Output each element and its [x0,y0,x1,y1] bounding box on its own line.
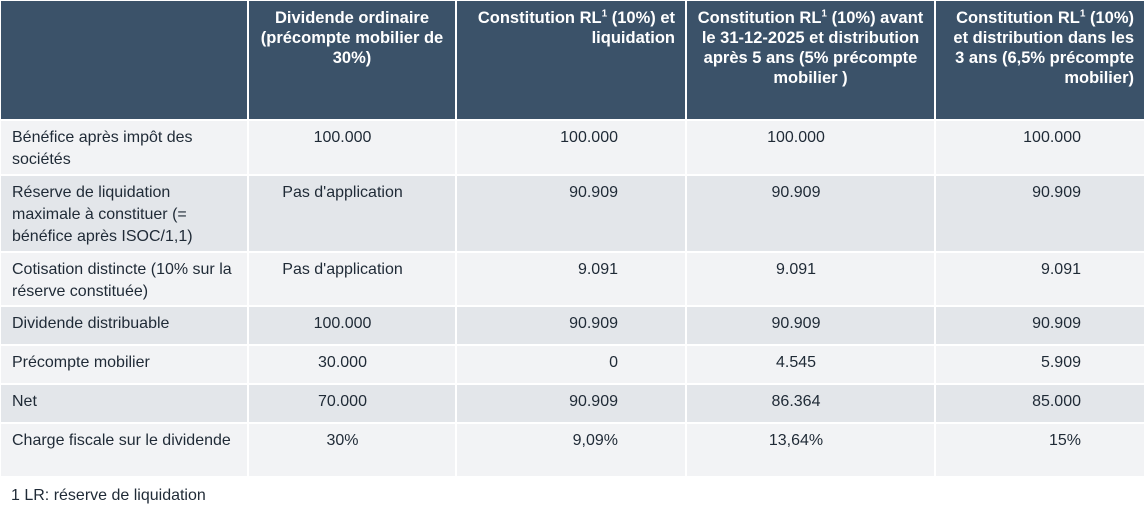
header-corner-cell [1,1,249,121]
table-cell: 4.545 [687,346,936,385]
footnote: 1 LR: réserve de liquidation [11,487,206,504]
table-cell: 100.000 [249,307,457,346]
table-cell: 13,64% [687,424,936,478]
table-cell: 90.909 [687,307,936,346]
table-cell: 0 [457,346,687,385]
table-cell: 15% [936,424,1144,478]
table-row [1,346,1144,385]
tax-comparison-table [1,1,1144,478]
table-cell: 90.909 [936,176,1144,253]
header-row [1,1,1144,121]
row-label: Bénéfice après impôt des sociétés [1,121,249,176]
row-label: Net [1,385,249,424]
table-row [1,424,1144,478]
table-cell: 90.909 [936,307,1144,346]
header-dividende-ordinaire: Dividende ordinaire (précompte mobilier de 30%) [249,1,457,121]
row-label: Précompte mobilier [1,346,249,385]
table-cell: 30.000 [249,346,457,385]
table-row [1,121,1144,176]
table-cell: 100.000 [249,121,457,176]
table-cell: 5.909 [936,346,1144,385]
header-constitution-3-ans: Constitution $RL^1$ (10%) et distribution dans les 3 ans (6,5% précompte mobilier) [936,1,1144,121]
table-cell: 30% [249,424,457,478]
table-row [1,253,1144,307]
table-cell: 9.091 [936,253,1144,307]
table-cell: 90.909 [687,176,936,253]
table-cell: Pas d'application [249,253,457,307]
table-row [1,176,1144,253]
table-cell: 86.364 [687,385,936,424]
table-cell: 100.000 [936,121,1144,176]
row-label: Réserve de liquidation maximale à constituer (= bénéfice après ISOC/1,1) [1,176,249,253]
header-constitution-liquidation: Constitution $RL^1$ (10%) et liquidation [457,1,687,121]
table-cell: Pas d'application [249,176,457,253]
table-cell: 100.000 [687,121,936,176]
table-cell: 9.091 [457,253,687,307]
row-label: Cotisation distincte (10% sur la réserve constituée) [1,253,249,307]
table-cell: 70.000 [249,385,457,424]
table-cell: 90.909 [457,307,687,346]
row-label: Charge fiscale sur le dividende [1,424,249,478]
table-cell: 9.091 [687,253,936,307]
table-row [1,307,1144,346]
table-cell: 85.000 [936,385,1144,424]
table-cell: 9,09% [457,424,687,478]
header-constitution-5-ans: Constitution $RL^1$ (10%) avant le 31-12-2025 et distribution après 5 ans (5% précompte mobilier ) [687,1,936,121]
table-row [1,385,1144,424]
table-cell: 90.909 [457,385,687,424]
table-cell: 100.000 [457,121,687,176]
row-label: Dividende distribuable [1,307,249,346]
table-cell: 90.909 [457,176,687,253]
